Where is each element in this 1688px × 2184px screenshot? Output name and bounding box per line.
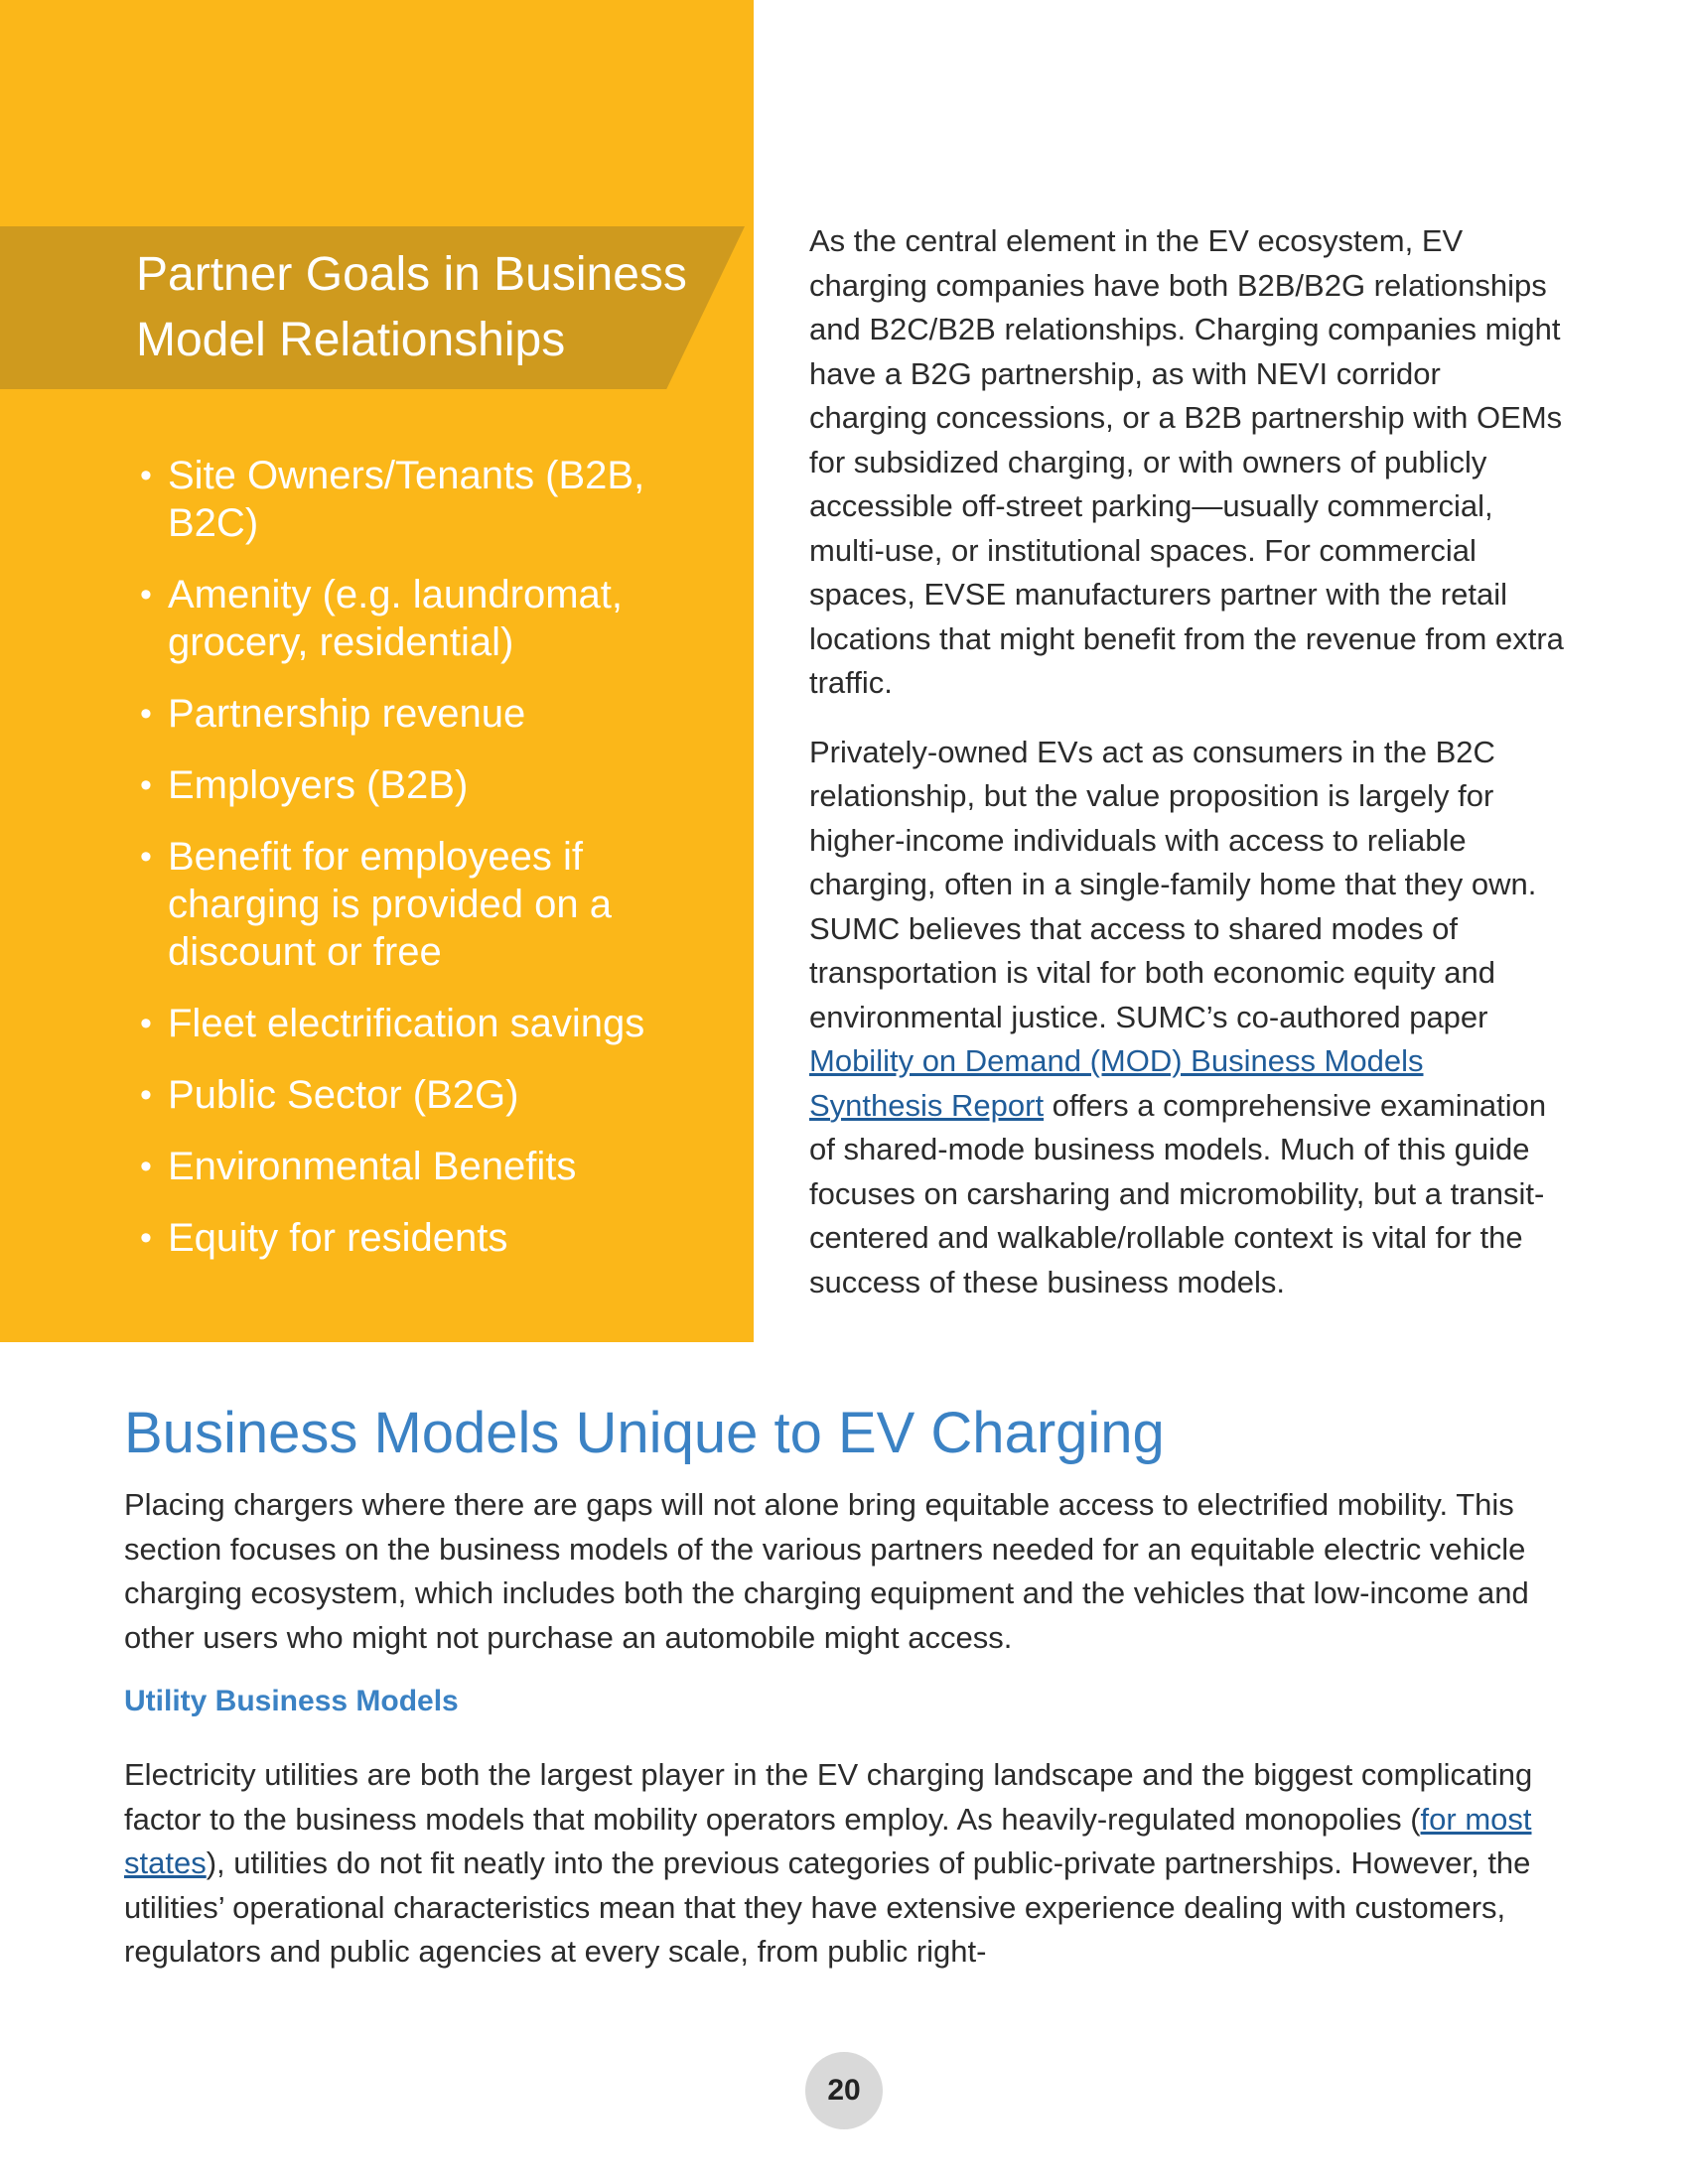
body-column bbox=[809, 219, 1564, 1329]
bullet-icon: • bbox=[140, 1148, 152, 1185]
sidebar-title: Partner Goals in Business Model Relationships bbox=[136, 248, 687, 366]
list-item: • Benefit for employees if charging is provided on a discount or free bbox=[140, 835, 612, 974]
list-item: • Public Sector (B2G) bbox=[140, 1073, 519, 1117]
for-most-states-link[interactable]: for most states bbox=[124, 1801, 1532, 1880]
list-item: • Amenity (e.g. laundromat, grocery, residential) bbox=[140, 573, 623, 664]
bullet-icon: • bbox=[140, 1219, 152, 1257]
list-item: • Partnership revenue bbox=[140, 692, 526, 736]
privately-owned-ev-paragraph: Privately-owned EVs act as consumers in the B2C relationship, but the value proposition is largely for higher-income individuals with access to reliable charging, often in a single-family home that they own. SUMC believes that access to shared modes of transportation is vital for both economic equity and environmental justice. SUMC’s co-authored paper Mobility on Demand (MOD) Business Models Synthesis Report offers a comprehensive examination of shared-mode business models. Much of this guide focuses on carsharing and micromobility, but a transit-centered and walkable/rollable context is vital for the success of these business models. bbox=[809, 734, 1547, 1299]
bullet-icon: • bbox=[140, 1076, 152, 1114]
bullet-icon: • bbox=[140, 695, 152, 733]
section-intro: Placing chargers where there are gaps will not alone bring equitable access to electrified mobility. This section focuses on the business models of the various partners needed for an equitable electric vehicle charging ecosystem, which includes both the charging equipment and the vehicles that low-income and other users who might not purchase an automobile might access. bbox=[124, 1487, 1529, 1655]
utility-paragraph: Electricity utilities are both the largest player in the EV charging landscape and the biggest complicating factor to the business models that mobility operators employ. As heavily-regulated monopolies (for most states), utilities do not fit neatly into the previous categories of public-private partnerships. However, the utilities’ operational characteristics mean that they have extensive experience dealing with customers, regulators and public agencies at every scale, from public right- bbox=[124, 1757, 1533, 1969]
partner-goals-list bbox=[136, 452, 672, 1286]
mod-report-link[interactable]: Mobility on Demand (MOD) Business Models Synthesis Report bbox=[809, 1043, 1424, 1123]
bullet-icon: • bbox=[140, 576, 152, 614]
page-number: 20 bbox=[805, 2052, 883, 2129]
bullet-icon: • bbox=[140, 457, 152, 494]
list-item: • Site Owners/Tenants (B2B, B2C) bbox=[140, 454, 645, 545]
section-heading: Business Models Unique to EV Charging bbox=[124, 1401, 1165, 1465]
bullet-icon: • bbox=[140, 766, 152, 804]
list-item: • Equity for residents bbox=[140, 1216, 508, 1260]
bullet-icon: • bbox=[140, 1005, 152, 1042]
list-item: • Environmental Benefits bbox=[140, 1145, 577, 1188]
list-item: • Fleet electrification savings bbox=[140, 1002, 645, 1045]
list-item: • Employers (B2B) bbox=[140, 763, 469, 807]
ev-ecosystem-paragraph: As the central element in the EV ecosystem, EV charging companies have both B2B/B2G relationships and B2C/B2B relationships. Charging companies might have a B2G partnership, as with NEVI corridor charging concessions, or a B2B partnership with OEMs for subsidized charging, or with owners of publicly accessible off-street parking—usually commercial, multi-use, or institutional spaces. For commercial spaces, EVSE manufacturers partner with the retail locations that might benefit from the revenue from extra traffic. bbox=[809, 223, 1564, 700]
bullet-icon: • bbox=[140, 838, 152, 876]
utility-subheading: Utility Business Models bbox=[124, 1685, 459, 1717]
